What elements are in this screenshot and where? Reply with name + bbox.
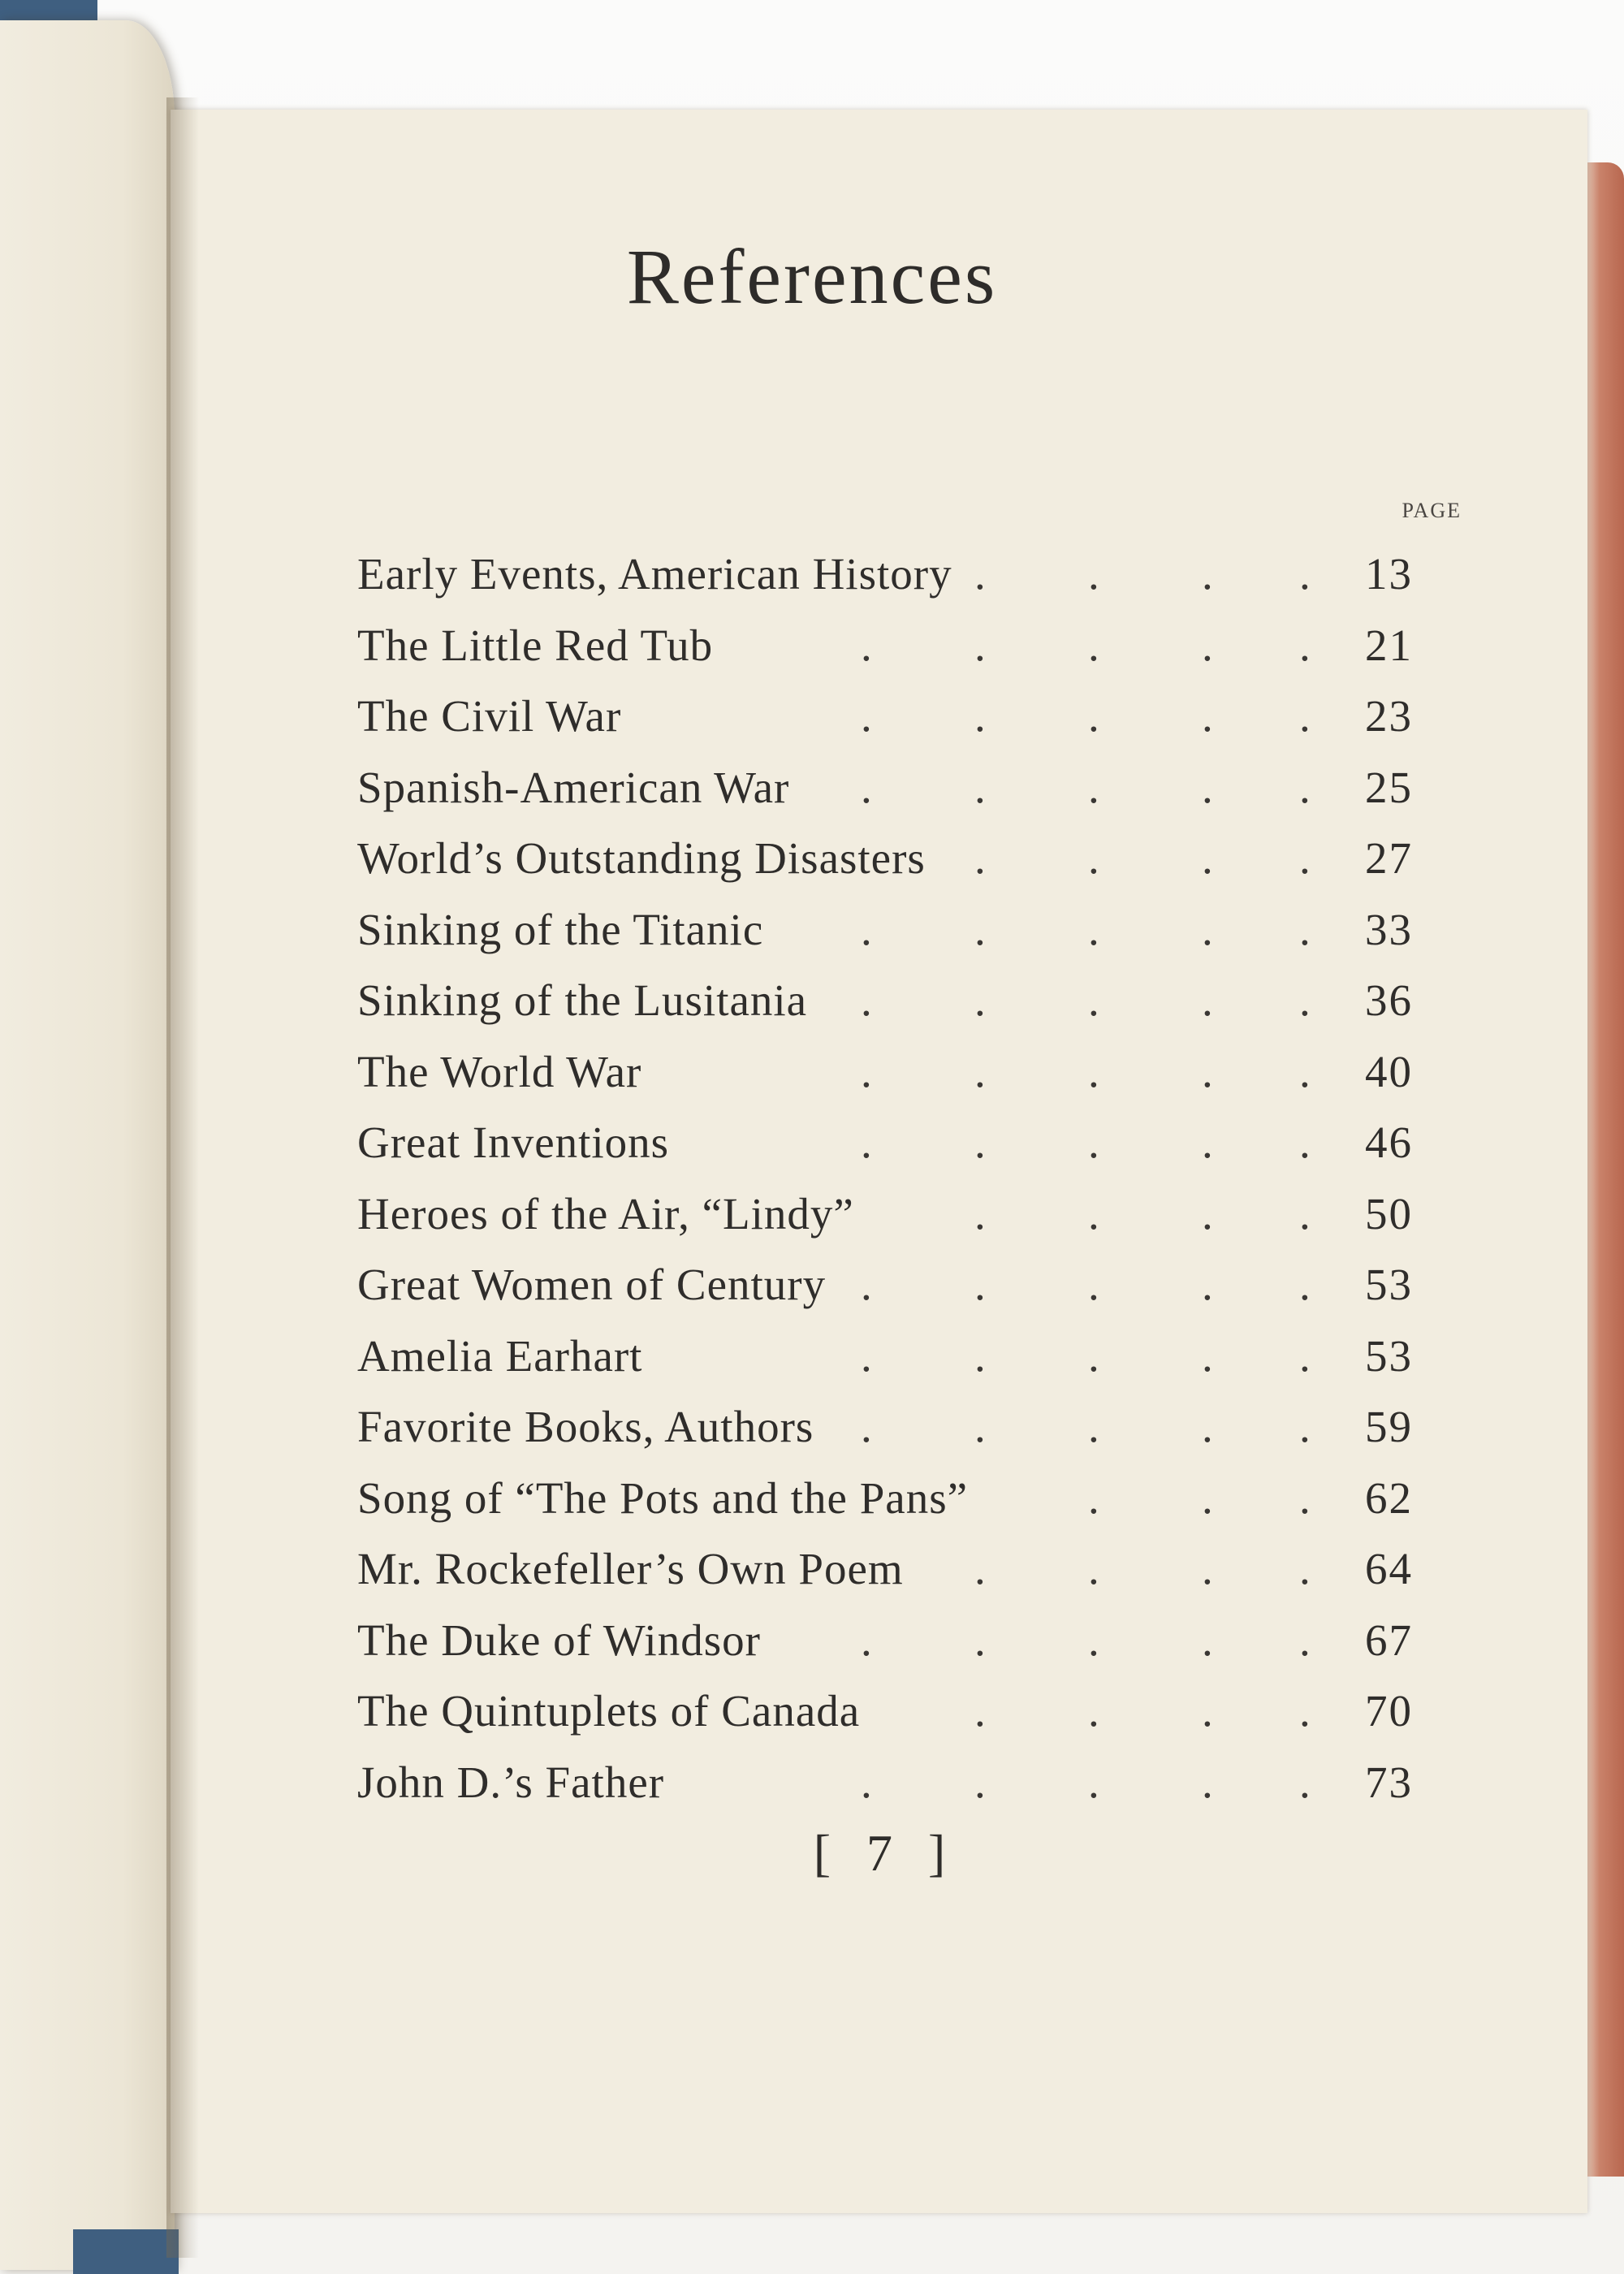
dot-leader: . [1202, 904, 1213, 954]
dot-leader: . [1299, 1615, 1311, 1665]
dot-leader: . [1088, 1402, 1099, 1451]
dot-leader: . [1202, 1402, 1213, 1451]
dot-leader: . [1202, 1118, 1213, 1167]
dot-leader: . [974, 1046, 986, 1096]
dot-leader: . [1202, 762, 1213, 812]
dot-leader: . [1202, 691, 1213, 741]
dot-leader: . [974, 975, 986, 1025]
toc-entry-title: The Civil War [357, 691, 622, 741]
dot-leader: . [974, 620, 986, 670]
dot-leader: . [1088, 1544, 1099, 1593]
toc-entry-page: 40 [1365, 1046, 1413, 1096]
toc-entry-page: 53 [1365, 1330, 1413, 1381]
toc-entry [357, 1117, 1413, 1188]
dot-leader: . [861, 620, 872, 670]
toc-entry [357, 620, 1413, 691]
toc-entry [357, 762, 1413, 833]
dot-leader: . [861, 904, 872, 954]
dot-leader: . [1299, 975, 1311, 1025]
dot-leader: . [1088, 1260, 1099, 1309]
dot-leader: . [861, 1260, 872, 1309]
toc-entry-title: The World War [357, 1046, 642, 1096]
dot-leader: . [974, 1118, 986, 1167]
toc-entry [357, 1757, 1413, 1828]
toc-entry-title: Heroes of the Air, “Lindy” [357, 1188, 854, 1239]
toc-entry-page: 36 [1365, 975, 1413, 1025]
table-of-contents [357, 548, 1413, 1827]
toc-entry-page: 53 [1365, 1260, 1413, 1309]
dot-leader: . [1299, 1686, 1311, 1736]
toc-entry [357, 1188, 1413, 1260]
dot-leader: . [1299, 762, 1311, 812]
dot-leader: . [1299, 1046, 1311, 1096]
dot-leader: . [974, 1402, 986, 1451]
toc-entry-title: Amelia Earhart [357, 1330, 643, 1381]
toc-entry [357, 1543, 1413, 1615]
dot-leader: . [1088, 1118, 1099, 1167]
dot-leader: . [861, 975, 872, 1025]
dot-leader: . [861, 1402, 872, 1451]
toc-entry-page: 64 [1365, 1544, 1413, 1593]
dot-leader: . [1202, 975, 1213, 1025]
dot-leader: . [1299, 1472, 1311, 1523]
toc-entry-page: 33 [1365, 904, 1413, 954]
dot-leader: . [974, 1686, 986, 1736]
dot-leader: . [1299, 833, 1311, 883]
dot-leader: . [974, 762, 986, 812]
toc-entry [357, 1259, 1413, 1330]
toc-entry [357, 548, 1413, 620]
toc-entry [357, 1472, 1413, 1544]
dot-leader: . [1088, 1046, 1099, 1096]
dot-leader: . [1299, 1330, 1311, 1381]
toc-entry-page: 13 [1365, 549, 1413, 599]
page-column-header: PAGE [1402, 499, 1462, 522]
toc-entry-page: 21 [1365, 620, 1413, 670]
dot-leader: . [1088, 904, 1099, 954]
dot-leader: . [1202, 1472, 1213, 1523]
dot-leader: . [1202, 1188, 1213, 1239]
toc-entry-page: 62 [1365, 1472, 1413, 1523]
dot-leader: . [1088, 833, 1099, 883]
dot-leader: . [1202, 1615, 1213, 1665]
toc-entry-title: Song of “The Pots and the Pans” [357, 1472, 969, 1523]
dot-leader: . [1299, 1402, 1311, 1451]
dot-leader: . [974, 691, 986, 741]
dot-leader: . [1299, 1544, 1311, 1593]
dot-leader: . [1088, 1188, 1099, 1239]
dot-leader: . [1299, 1260, 1311, 1309]
dot-leader: . [1088, 975, 1099, 1025]
dot-leader: . [1299, 691, 1311, 741]
toc-entry-title: Sinking of the Lusitania [357, 975, 808, 1025]
toc-entry [357, 690, 1413, 762]
page-title: References [626, 233, 998, 320]
dot-leader: . [974, 1260, 986, 1309]
toc-entry-page: 46 [1365, 1118, 1413, 1167]
dot-leader: . [1299, 1188, 1311, 1239]
toc-entry [357, 832, 1413, 904]
dot-leader: . [974, 1757, 986, 1807]
dot-leader: . [1088, 762, 1099, 812]
toc-entry [357, 904, 1413, 975]
dot-leader: . [974, 549, 986, 599]
toc-entry-title: The Little Red Tub [357, 620, 714, 670]
toc-entry [357, 1401, 1413, 1472]
dot-leader: . [861, 1757, 872, 1807]
toc-entry-title: Favorite Books, Authors [357, 1402, 814, 1451]
dot-leader: . [1299, 1118, 1311, 1167]
toc-entry-title: The Duke of Windsor [357, 1615, 761, 1665]
toc-entry-title: Great Women of Century [357, 1260, 827, 1309]
toc-entry [357, 1046, 1413, 1118]
toc-entry-title: Great Inventions [357, 1118, 670, 1167]
toc-entry-title: John D.’s Father [357, 1757, 665, 1807]
toc-entry-page: 73 [1365, 1757, 1413, 1807]
left-page [0, 20, 175, 2270]
toc-entry-page: 25 [1365, 762, 1413, 812]
dot-leader: . [1202, 549, 1213, 599]
toc-entry [357, 975, 1413, 1046]
dot-leader: . [1202, 1046, 1213, 1096]
toc-entry-page: 67 [1365, 1615, 1413, 1665]
toc-entry-title: Spanish-American War [357, 762, 790, 812]
dot-leader: . [1088, 620, 1099, 670]
dot-leader: . [1088, 1330, 1099, 1381]
toc-entry [357, 1330, 1413, 1402]
dot-leader: . [1202, 1260, 1213, 1309]
toc-entry-title: The Quintuplets of Canada [357, 1686, 861, 1736]
dot-leader: . [861, 762, 872, 812]
dot-leader: . [974, 1188, 986, 1239]
toc-entry-page: 70 [1365, 1686, 1413, 1736]
dot-leader: . [1202, 1330, 1213, 1381]
dot-leader: . [974, 1330, 986, 1381]
toc-entry [357, 1685, 1413, 1757]
toc-entry-title: Early Events, American History [357, 549, 952, 599]
dot-leader: . [1202, 1686, 1213, 1736]
dot-leader: . [861, 1330, 872, 1381]
dot-leader: . [1088, 691, 1099, 741]
toc-entry-title: Mr. Rockefeller’s Own Poem [357, 1544, 904, 1593]
dot-leader: . [861, 1615, 872, 1665]
toc-entry-page: 50 [1365, 1188, 1413, 1239]
dot-leader: . [1202, 833, 1213, 883]
toc-entry-title: Sinking of the Titanic [357, 904, 764, 954]
dot-leader: . [1299, 1757, 1311, 1807]
dot-leader: . [861, 1118, 872, 1167]
dot-leader: . [974, 833, 986, 883]
dot-leader: . [1299, 549, 1311, 599]
dot-leader: . [861, 1046, 872, 1096]
dot-leader: . [974, 1615, 986, 1665]
toc-entry-page: 27 [1365, 833, 1413, 883]
dot-leader: . [1202, 1757, 1213, 1807]
toc-entry-page: 59 [1365, 1402, 1413, 1451]
dot-leader: . [1088, 1757, 1099, 1807]
dot-leader: . [1299, 620, 1311, 670]
dot-leader: . [1088, 1686, 1099, 1736]
dot-leader: . [1088, 1615, 1099, 1665]
book-cover-edge-bottom [73, 2229, 179, 2274]
dot-leader: . [1202, 620, 1213, 670]
page-gutter-shadow [166, 97, 199, 2258]
dot-leader: . [1299, 904, 1311, 954]
toc-entry-page: 23 [1365, 691, 1413, 741]
dot-leader: . [974, 904, 986, 954]
dot-leader: . [1202, 1544, 1213, 1593]
page-number: [ 7 ] [813, 1824, 957, 1882]
toc-entry [357, 1615, 1413, 1686]
dot-leader: . [1088, 1472, 1099, 1523]
dot-leader: . [861, 691, 872, 741]
dot-leader: . [1088, 549, 1099, 599]
toc-entry-title: World’s Outstanding Disasters [357, 833, 926, 883]
dot-leader: . [974, 1544, 986, 1593]
